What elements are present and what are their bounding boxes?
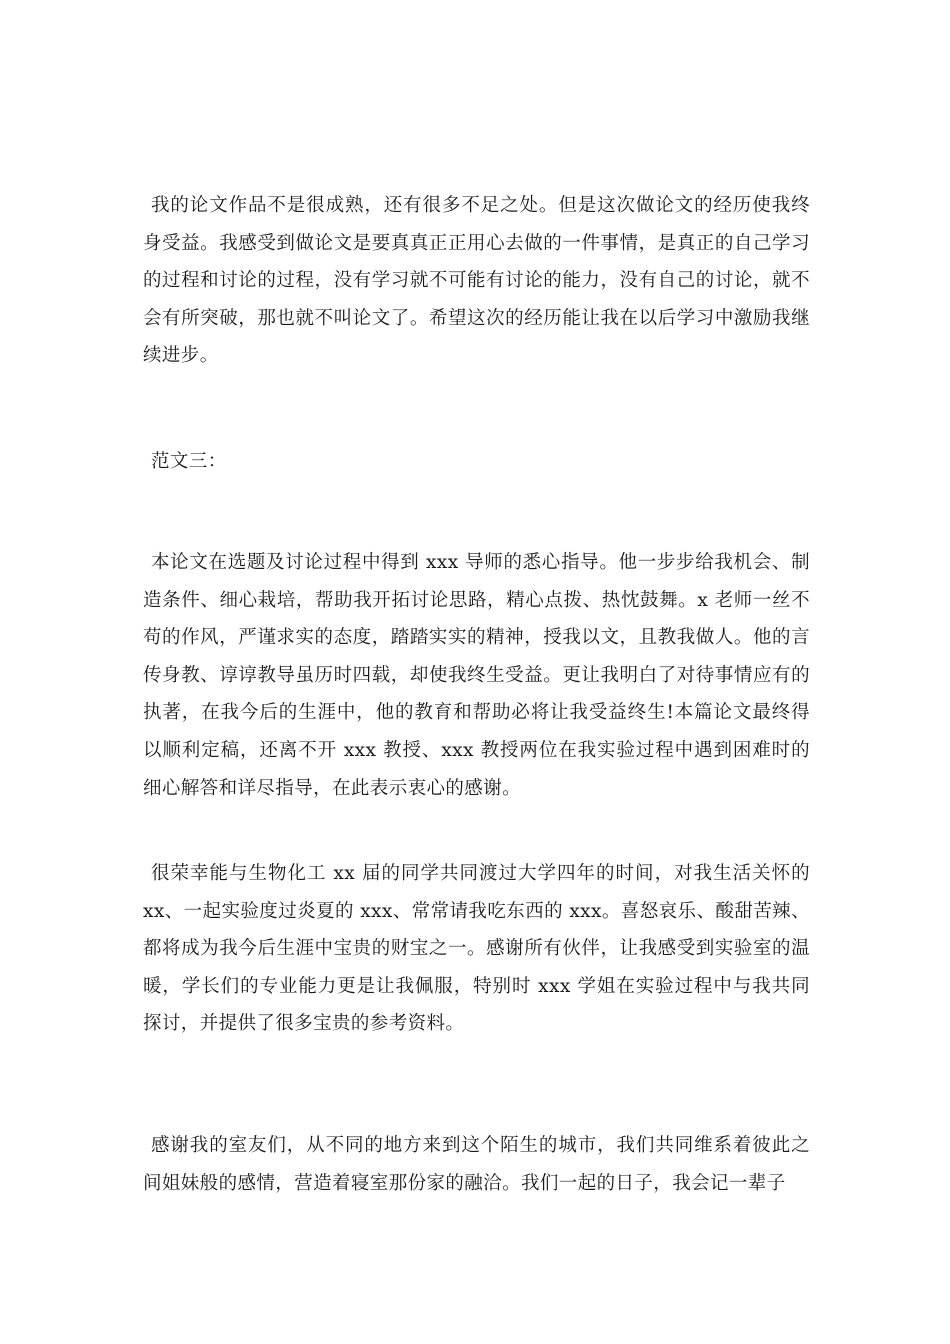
body-paragraph: 很荣幸能与生物化工 xx 届的同学共同渡过大学四年的时间，对我生活关怀的 xx、一起实验度过炎夏的 xxx、常常请我吃东西的 xxx。喜怒哀乐、酸甜苦辣、都将成为我今后生涯中宝贵的财宝之一。感谢所有伙伴，让我感受到实验室的温暖，学长们的专业能力更是让我佩服，特别时 xxx 学姐在实验过程中与我共同探讨，并提供了很多宝贵的参考资料。 (143, 863, 810, 1035)
section-heading: 范文三： (151, 451, 227, 472)
body-paragraph: 本论文在选题及讨论过程中得到 xxx 导师的悉心指导。他一步步给我机会、制造条件、细心栽培，帮助我开拓讨论思路，精心点拨、热忱鼓舞。x 老师一丝不苟的作风，严谨求实的态度，踏踏实实的精神，授我以文，且教我做人。他的言传身教、谆谆教导虽历时四载，却使我终生受益。更让我明白了对待事情应有的执著，在我今后的生涯中，他的教育和帮助必将让我受益终生!本篇论文最终得以顺利定稿，还离不开 xxx 教授、xxx 教授两位在我实验过程中遇到困难时的细心解答和详尽指导，在此表示衷心的感谢。 (143, 552, 810, 799)
body-paragraph: 我的论文作品不是很成熟，还有很多不足之处。但是这次做论文的经历使我终身受益。我感受到做论文是要真真正正用心去做的一件事情，是真正的自己学习的过程和讨论的过程，没有学习就不可能有讨论的能力，没有自己的讨论，就不会有所突破，那也就不叫论文了。希望这次的经历能让我在以后学习中激励我继续进步。 (143, 195, 810, 367)
body-paragraph: 感谢我的室友们，从不同的地方来到这个陌生的城市，我们共同维系着彼此之间姐妹般的感情，营造着寝室那份家的融洽。我们一起的日子，我会记一辈子 (143, 1135, 810, 1194)
